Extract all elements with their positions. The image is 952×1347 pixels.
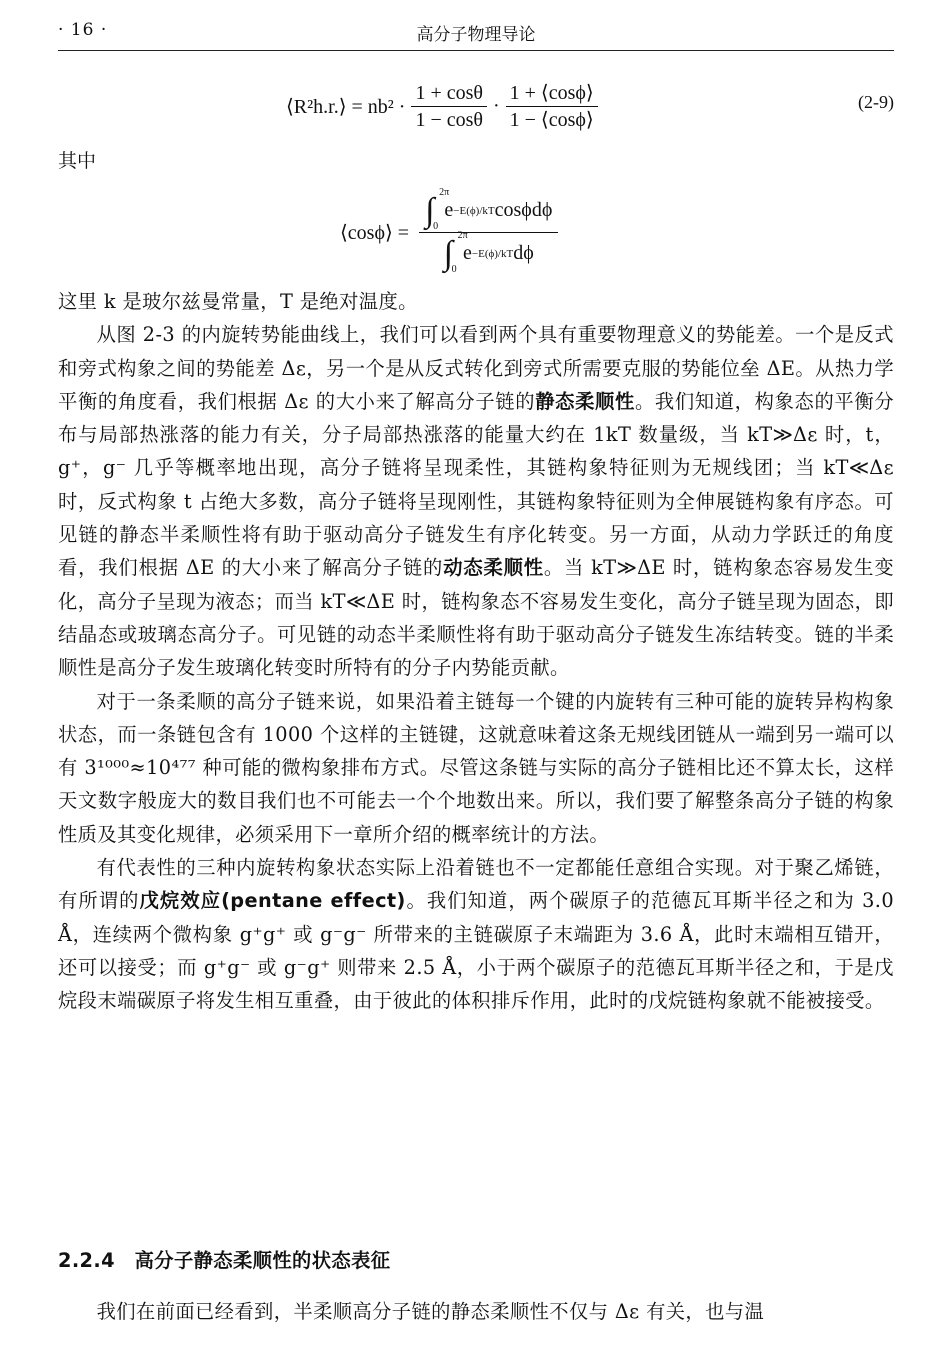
section-block: [58, 1244, 894, 1277]
integral-fraction: [419, 186, 558, 275]
frac-denominator: 1 − ⟨cosϕ⟩: [509, 108, 594, 131]
page-header: [58, 18, 894, 51]
paragraph: 我们在前面已经看到，半柔顺高分子链的静态柔顺性不仅与 Δε 有关，也与温: [96, 1300, 765, 1323]
eq-lhs: ⟨R²h.r.⟩ = nb² ·: [286, 95, 406, 118]
bold-term: 静态柔顺性: [535, 389, 635, 413]
paragraph: 对于一条柔顺的高分子链来说，如果沿着主链每一个键的内旋转有三种可能的旋转异构构象状态，而一条链包含有 1000 个这样的主链键，这就意味着这条无规线团链从一端到另一端可以有 3¹⁰⁰⁰≈10⁴⁷⁷ 种可能的微构象排布方式。尽管这条链与实际的高分子链相比还不算太长，这样天文数字般庞大的数目我们也不可能去一个个地数出来。所以，我们要了解整条高分子链的构象性质及其变化规律，必须采用下一章所介绍的概率统计的方法。: [58, 689, 894, 846]
fraction-cos-phi: [506, 80, 598, 133]
paragraph: 有代表性的三种内旋转构象状态实际上沿着链也不一定都能任意组合实现。对于聚乙烯链，有所谓的戊烷效应(pentane effect)。我们知道，两个碳原子的范德瓦耳斯半径之和为 3.0 Å，连续两个微构象 g⁺g⁺ 或 g⁻g⁻ 所带来的主链碳原子末端距为 3.6 Å，此时末端相互错开，还可以接受；而 g⁺g⁻ 或 g⁻g⁺ 则带来 2.5 Å，小于两个碳原子的范德瓦耳斯半径之和，于是戊烷段末端碳原子将发生相互重叠，由于彼此的体积排斥作用，此时的戊烷链构象就不能被接受。: [58, 856, 894, 1013]
page-number: · 16 ·: [58, 20, 108, 40]
frac-numerator: 1 + cosθ: [411, 80, 487, 107]
section-heading: 2.2.4 高分子静态柔顺性的状态表征: [58, 1249, 391, 1272]
integral-denominator: ∫ 2π 0 e −E(ϕ)/kT dϕ: [443, 229, 534, 275]
equation-mean-cos: [340, 178, 558, 286]
integral-sign: ∫ 2π 0: [425, 186, 450, 232]
eq-lhs: ⟨cosϕ⟩ =: [340, 221, 410, 244]
eq-dot: ·: [492, 94, 500, 117]
equation-number: (2-9): [858, 92, 894, 112]
frac-numerator: 1 + ⟨cosϕ⟩: [506, 80, 598, 107]
integral-sign: ∫ 2π 0: [443, 229, 468, 275]
integral-numerator: ∫ 2π 0 e −E(ϕ)/kT cosϕdϕ: [419, 194, 558, 233]
bold-term: 动态柔顺性: [443, 556, 544, 580]
paragraph: 从图 2-3 的内旋转势能曲线上，我们可以看到两个具有重要物理意义的势能差。一个是反式和旁式构象之间的势能差 Δε，另一个是从反式转化到旁式所需要克服的势能位垒 ΔE。从热力学平衡的角度看，我们根据 Δε 的大小来了解高分子链的静态柔顺性。我们知道，构象态的平衡分布与局部热涨落的能力有关，分子局部热涨落的能量大约在 1kT 数量级，当 kT≫Δε 时，t，g⁺，g⁻ 几乎等概率地出现，高分子链将呈现柔性，其链构象特征则为无规线团；当 kT≪Δε 时，反式构象 t 占绝大多数，高分子链将呈现刚性，其链构象特征则为全伸展链构象有序态。可见链的静态半柔顺性将有助于驱动高分子链发生有序化转变。另一方面，从动力学跃迁的角度看，我们根据 ΔE 的大小来了解高分子链的动态柔顺性。当 kT≫ΔE 时，链构象态容易发生变化，高分子呈现为液态；而当 kT≪ΔE 时，链构象态不容易发生变化，高分子链呈现为固态，即结晶态或玻璃态高分子。可见链的动态半柔顺性将有助于驱动高分子链发生冻结转变。链的半柔顺性是高分子发生玻璃化转变时所特有的分子内势能贡献。: [58, 323, 895, 680]
running-title: 高分子物理导论: [416, 25, 536, 45]
equation-2-9: [58, 76, 894, 136]
body-text: [58, 285, 894, 1018]
paragraph: 这里 k 是玻尔兹曼常量，T 是绝对温度。: [58, 290, 418, 313]
fraction-cos-theta: [411, 80, 487, 133]
where-label: 其中: [58, 150, 97, 172]
frac-denominator: 1 − cosθ: [415, 108, 483, 131]
bold-term: 戊烷效应(pentane effect): [139, 889, 406, 913]
body-text-continued: [58, 1295, 894, 1328]
